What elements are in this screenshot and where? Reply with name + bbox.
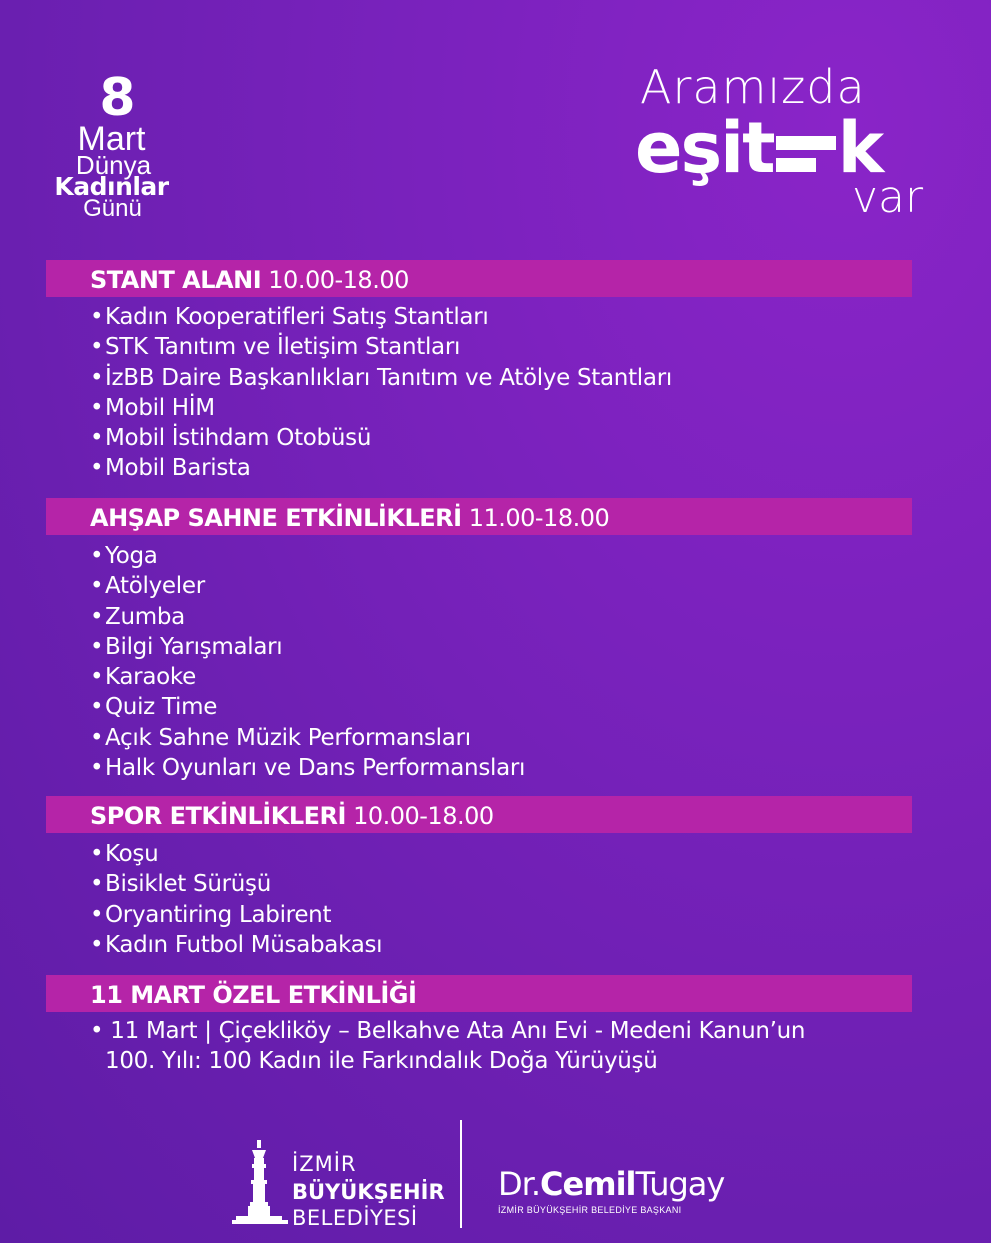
section-title: 11 MART ÖZEL ETKİNLİĞİ: [90, 981, 417, 1009]
list-item: •Oryantiring Labirent: [90, 901, 332, 928]
izmir-line2: BÜYÜKŞEHİR: [292, 1180, 445, 1204]
equality-logo-bottom: var: [852, 172, 924, 223]
women-day-logo: [54, 68, 180, 222]
logo-line1: Dünya: [75, 150, 152, 180]
special-line1: 11 Mart | Çiçekliköy – Belkahve Ata Anı Evi - Medeni Kanun’un: [110, 1018, 806, 1044]
equality-logo-mid: [635, 108, 882, 188]
logo-month: Mart: [77, 120, 146, 158]
mayor-title: İZMİR BÜYÜKŞEHİR BELEDİYE BAŞKANI: [498, 1205, 682, 1215]
list-item: •Koşu: [90, 841, 159, 867]
mayor-signature-logo: [498, 1165, 758, 1215]
list-item: •STK Tanıtım ve İletişim Stantları: [90, 334, 461, 361]
equality-logo: [630, 60, 950, 223]
logo-number: 8: [99, 68, 136, 128]
mayor-first: Cemil: [540, 1165, 636, 1203]
list-item: •Mobil Barista: [90, 455, 251, 482]
footer-divider: [460, 1120, 462, 1228]
special-line2: 100. Yılı: 100 Kadın ile Farkındalık Doğa Yürüyüşü: [105, 1048, 658, 1074]
section-time: 10.00-18.00: [268, 266, 409, 294]
list-item: •Bisiklet Sürüşü: [90, 871, 272, 898]
section-header-sport: [46, 796, 912, 833]
section-list-stage: [90, 541, 525, 783]
list-item: •Mobil HİM: [90, 394, 215, 421]
list-item: •Kadın Kooperatifleri Satış Stantları: [90, 304, 489, 330]
izmir-line3: BELEDİYESİ: [292, 1206, 418, 1230]
section-list-sport: [90, 839, 382, 960]
mayor-last: Tugay: [635, 1165, 725, 1203]
section-time: 10.00-18.00: [353, 802, 494, 830]
equality-logo-mid-start: eşit: [635, 107, 774, 189]
list-item: •Halk Oyunları ve Dans Performansları: [90, 755, 526, 782]
list-item: •Karaoke: [90, 664, 196, 691]
section-title: SPOR ETKİNLİKLERİ: [90, 802, 346, 830]
list-item: •İzBB Daire Başkanlıkları Tanıtım ve Atölye Stantları: [90, 364, 672, 391]
section-list-stand: [90, 302, 672, 484]
list-item: •Açık Sahne Müzik Performansları: [90, 724, 471, 751]
list-item: •Yoga: [90, 543, 158, 569]
equality-logo-top: Aramızda: [640, 60, 866, 114]
logo-line3: Günü: [83, 195, 142, 222]
list-item: •Mobil İstihdam Otobüsü: [90, 425, 372, 452]
logo-line2: Kadınlar: [54, 172, 169, 201]
section-header-stage: [46, 498, 912, 535]
mayor-name: [498, 1165, 758, 1203]
list-item: •Bilgi Yarışmaları: [90, 633, 283, 660]
clock-tower-icon: [232, 1140, 288, 1226]
izmir-municipality-logo: [232, 1140, 445, 1230]
section-header-stand: [46, 260, 912, 297]
list-item: •Quiz Time: [90, 694, 218, 721]
section-time: 11.00-18.00: [468, 504, 610, 532]
section-header-special: [46, 975, 912, 1012]
section-title: STANT ALANI: [90, 266, 262, 294]
list-item: •Atölyeler: [90, 573, 205, 600]
section-title: AHŞAP SAHNE ETKİNLİKLERİ: [90, 504, 462, 532]
list-item: •Zumba: [90, 603, 185, 630]
izmir-line1: İZMİR: [292, 1152, 357, 1176]
special-event-text: • 11 Mart | Çiçekliköy – Belkahve Ata Anı Evi - Medeni Kanun’un 100. Yılı: 100 Kadın ile Farkındalık Doğa Yürüyüşü: [90, 1016, 890, 1076]
equal-sign-icon: [776, 128, 836, 178]
list-item: •Kadın Futbol Müsabakası: [90, 931, 383, 958]
mayor-prefix: Dr.: [498, 1165, 541, 1203]
equality-logo-mid-end: k: [837, 107, 883, 189]
